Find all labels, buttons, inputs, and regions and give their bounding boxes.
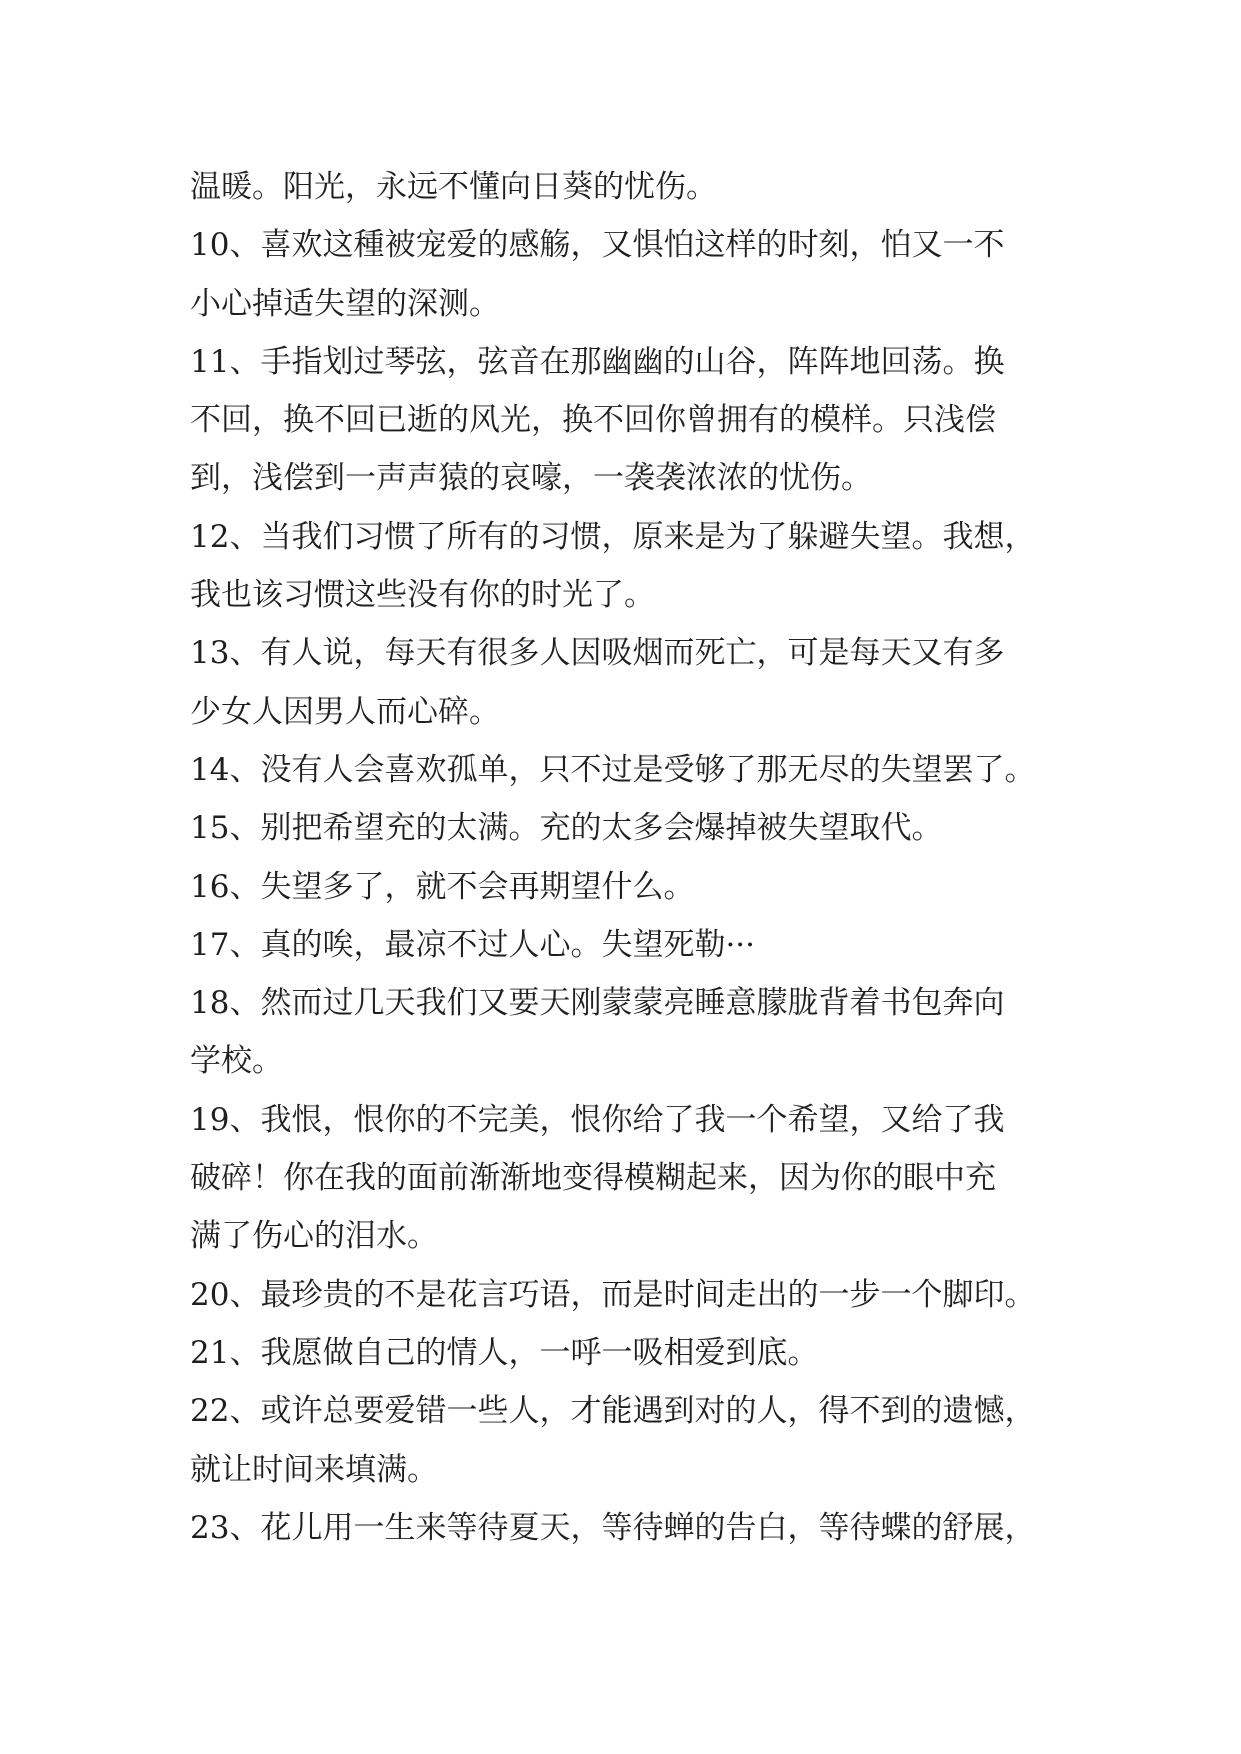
- text-line: 满了伤心的泪水。: [190, 1218, 438, 1255]
- text-line: 我也该习惯这些没有你的时光了。: [190, 577, 655, 614]
- text-line: 破碎！你在我的面前渐渐地变得模糊起来，因为你的眼中充: [190, 1160, 996, 1197]
- text-line: 到，浅偿到一声声猿的哀嚎，一袭袭浓浓的忧伤。: [190, 460, 872, 497]
- text-line: 小心掉适失望的深测。: [190, 285, 500, 322]
- text-line: 就让时间来填满。: [190, 1451, 438, 1488]
- text-line: 20、最珍贵的不是花言巧语，而是时间走出的一步一个脚印。: [190, 1276, 1036, 1313]
- text-line: 21、我愿做自己的情人，一呼一吸相爱到底。: [190, 1334, 819, 1371]
- text-line: 23、花儿用一生来等待夏天，等待蝉的告白，等待蝶的舒展，: [190, 1509, 1036, 1546]
- text-line: 19、我恨，恨你的不完美，恨你给了我一个希望，又给了我: [190, 1101, 1005, 1138]
- text-line: 15、别把希望充的太满。充的太多会爆掉被失望取代。: [190, 810, 943, 847]
- text-line: 少女人因男人而心碎。: [190, 693, 500, 730]
- text-line: 16、失望多了，就不会再期望什么。: [190, 868, 695, 905]
- text-line: 14、没有人会喜欢孤单，只不过是受够了那无尽的失望罢了。: [190, 751, 1036, 788]
- text-line: 13、有人说，每天有很多人因吸烟而死亡，可是每天又有多: [190, 635, 1005, 672]
- text-line: 学校。: [190, 1043, 283, 1080]
- text-line: 温暖。阳光，永远不懂向日葵的忧伤。: [190, 169, 717, 205]
- text-line: 22、或许总要爱错一些人，才能遇到对的人，得不到的遗憾，: [190, 1393, 1036, 1430]
- text-line: 不回，换不回已逝的风光，换不回你曾拥有的模样。只浅偿: [190, 402, 996, 439]
- text-line: 11、手指划过琴弦，弦音在那幽幽的山谷，阵阵地回荡。换: [190, 343, 1005, 380]
- body-text: [190, 158, 1070, 1557]
- text-line: 10、喜欢这種被宠爱的感觞，又惧怕这样的时刻，怕又一不: [190, 227, 1005, 264]
- text-line: 17、真的唉，最凉不过人心。失望死勒···: [190, 926, 756, 963]
- text-line: 18、然而过几天我们又要天刚蒙蒙亮睡意朦胧背着书包奔向: [190, 985, 1005, 1022]
- text-line: 12、当我们习惯了所有的习惯，原来是为了躲避失望。我想，: [190, 518, 1036, 555]
